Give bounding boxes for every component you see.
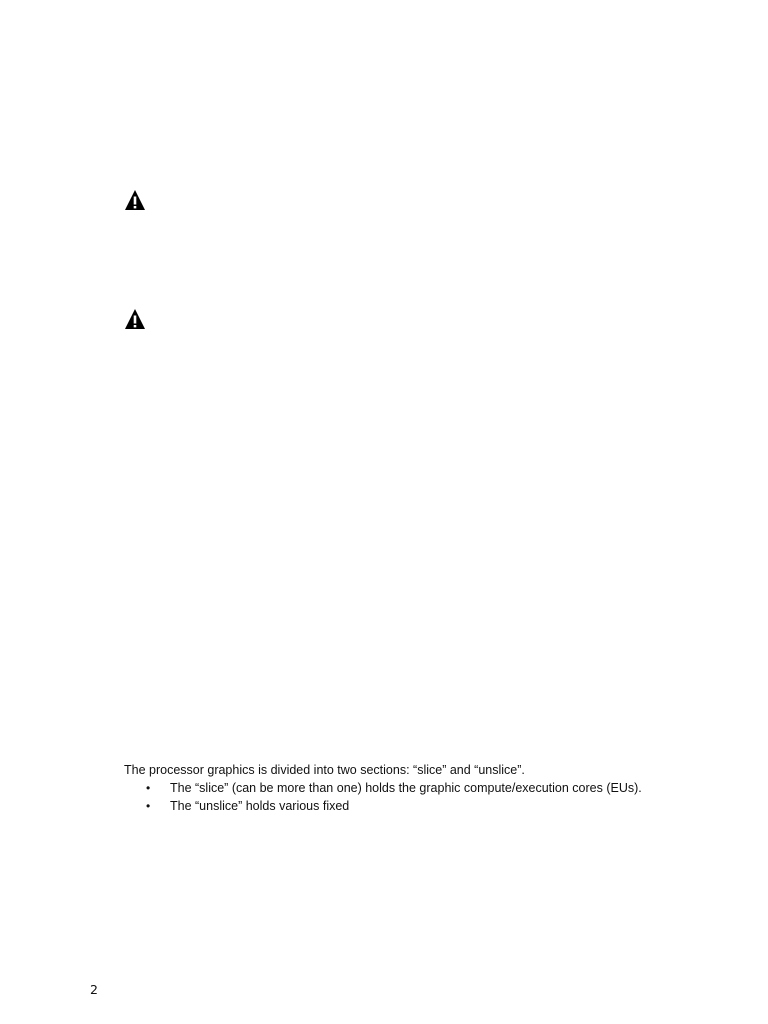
bullet-icon: • bbox=[146, 781, 151, 795]
warning-triangle-icon bbox=[124, 308, 146, 330]
bullet-list bbox=[124, 779, 724, 815]
list-item-text: The “unslice” holds various fixed bbox=[170, 799, 350, 813]
list-item-text: The “slice” (can be more than one) holds the graphic compute/execution cores (EUs). bbox=[170, 781, 642, 795]
list-item bbox=[124, 797, 724, 815]
warning-triangle-icon bbox=[124, 189, 146, 211]
body-text-block bbox=[124, 761, 724, 815]
list-item bbox=[124, 779, 724, 797]
page-number: 2 bbox=[90, 982, 98, 997]
intro-paragraph: The processor graphics is divided into two sections: “slice” and “unslice”. bbox=[124, 763, 525, 777]
bullet-icon: • bbox=[146, 799, 151, 813]
